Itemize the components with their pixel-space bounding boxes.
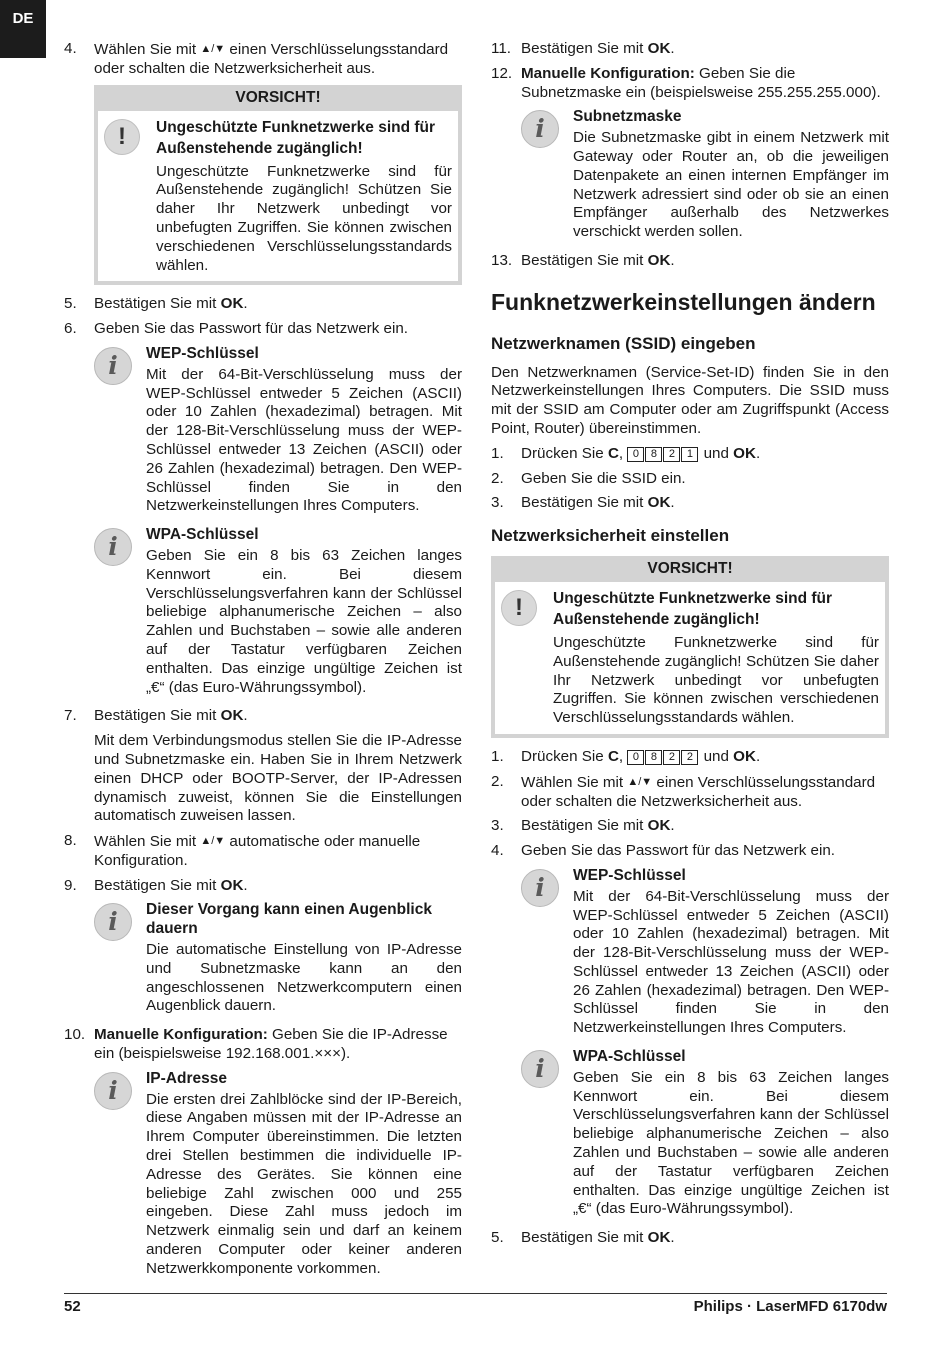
up-down-arrows-icon: ▲/▼	[627, 775, 653, 788]
security-step-3: 3. Bestätigen Sie mit OK.	[491, 817, 675, 835]
up-down-arrows-icon: ▲/▼	[200, 43, 226, 55]
key-1: 1	[681, 447, 698, 462]
warning-icon: !	[104, 119, 140, 155]
warning-box	[491, 556, 889, 738]
note-wep-key: i WEP-Schlüssel Mit der 64-Bit-Verschlüsselung muss der WEP-Schlüssel entweder 5 Zeichen (ASCII) oder 10 Zahlen (hexadezimal) betragen. Mit der 128-Bit-Verschlüsselung muss der WEP-Schlüssel entweder 13 Zeichen (ASCII) oder 26 Zahlen (hexadezimal) betragen. Den WEP-Schlüssel finden Sie in den Netzwerkeinstellungen Ihres Computers.	[94, 345, 462, 516]
note-wep-key: i WEP-Schlüssel Mit der 64-Bit-Verschlüsselung muss der WEP-Schlüssel entweder 5 Zeichen (ASCII) oder 10 Zahlen (hexadezimal) betragen. Mit der 128-Bit-Verschlüsselung muss der WEP-Schlüssel entweder 13 Zeichen (ASCII) oder 26 Zahlen (hexadezimal) betragen. Den WEP-Schlüssel finden Sie in den Netzwerkeinstellungen Ihres Computers.	[521, 867, 889, 1038]
info-icon: i	[521, 869, 559, 907]
product-name: Philips · LaserMFD 6170dw	[693, 1298, 887, 1315]
info-icon: i	[94, 347, 132, 385]
note-subnet-mask: i Subnetzmaske Die Subnetzmaske gibt in einem Netzwerk mit Gateway oder Router an, ob die jeweiligen Datenpakete an einen internen Empfänger im Netzwerk adressiert sind oder ob sie an einen Empfänger außerhalb des Netzwerkes verschickt werden sollen.	[521, 108, 889, 242]
step-9: 9. Bestätigen Sie mit OK.	[64, 876, 248, 894]
security-step-5: 5. Bestätigen Sie mit OK.	[491, 1229, 675, 1247]
warning-box	[94, 85, 462, 286]
warning-text: Ungeschützte Funknetzwerke sind für Außenstehende zugänglich! Schützen Sie daher Ihr Netzwerk unbedingt vor unbefugten Zugriffen. Sie können zwischen verschiedenen Verschlüsselungsstandards wählen.	[156, 162, 452, 274]
info-icon: i	[521, 1050, 559, 1088]
key-0: 0	[627, 447, 644, 462]
subsection-heading-security: Netzwerksicherheit einstellen	[491, 526, 730, 546]
step-8: 8. Wählen Sie mit ▲/▼ automatische oder manuelle Konfiguration.	[64, 832, 421, 869]
page-number: 52	[64, 1298, 81, 1315]
key-2: 2	[681, 750, 698, 765]
key-0: 0	[627, 750, 644, 765]
step-7: 7. Bestätigen Sie mit OK.	[64, 707, 248, 725]
warning-text: Ungeschützte Funknetzwerke sind für Außenstehende zugänglich! Schützen Sie daher Ihr Netzwerk unbedingt vor unbefugten Zugriffen. Sie können zwischen verschiedenen Verschlüsselungsstandards wählen.	[553, 633, 879, 727]
left-column	[64, 40, 462, 1289]
ssid-paragraph: Den Netzwerknamen (Service-Set-ID) finden Sie in den Netzwerkeinstellungen Ihres Computers. Die SSID muss mit der SSID am Computer oder am Zugriffspunkt (Access Point, Router) übereinstimmen.	[491, 363, 889, 437]
info-icon: i	[94, 528, 132, 566]
step-5: 5. Bestätigen Sie mit OK.	[64, 295, 248, 313]
subsection-heading-ssid: Netzwerknamen (SSID) eingeben	[491, 333, 756, 353]
key-8: 8	[645, 447, 662, 462]
security-step-1: 1. Drücken Sie C, 0 8 2 2 und OK.	[491, 747, 761, 765]
up-down-arrows-icon: ▲/▼	[200, 835, 226, 848]
info-icon: i	[94, 903, 132, 941]
step-10: 10. Manuelle Konfiguration: Geben Sie die IP-Adresse ein (beispielsweise 192.168.001.×××).	[64, 1026, 448, 1063]
note-process-duration: i Dieser Vorgang kann einen Augenblick dauern Die automatische Einstellung von IP-Adresse und Subnetzmaske kann an den angeschlossenen Netzwerkcomputern einen Augenblick dauern.	[94, 901, 462, 1016]
info-icon: i	[94, 1072, 132, 1110]
ssid-step-3: 3. Bestätigen Sie mit OK.	[491, 494, 675, 512]
note-wpa-key: i WPA-Schlüssel Geben Sie ein 8 bis 63 Zeichen langes Kennwort ein. Bei diesem Verschlüsselungsverfahren kann der Schlüssel beliebige alphanumerische Zeichen – also Zahlen und Buchstaben – sowie alle anderen auf der Tastatur verfügbaren Zeichen enthalten. Das einzige ungültige Zeichen ist „€“ (das Euro-Währungssymbol).	[94, 526, 462, 697]
key-2: 2	[663, 750, 680, 765]
security-step-4: 4. Geben Sie das Passwort für das Netzwerk ein.	[491, 842, 836, 860]
key-2: 2	[663, 447, 680, 462]
note-ip-address: i IP-Adresse Die ersten drei Zahlblöcke sind der IP-Bereich, diese Angaben müssen mit der IP-Adresse an Ihrem Computer übereinstimmen. Die letzten drei Stellen bestimmen die individuelle IP-Adresse des Gerätes. Sie können eine beliebige Zahl zwischen 000 und 255 eingeben. Diese Zahl muss jedoch im Netzwerk einmalig sein und darf an keinem anderen Computer oder keiner anderen Netzwerkkomponente vorkommen.	[94, 1070, 462, 1279]
ssid-step-2: 2. Geben Sie die SSID ein.	[491, 469, 686, 487]
right-column	[491, 40, 889, 1254]
ssid-step-1: 1. Drücken Sie C, 0 8 2 1 und OK.	[491, 444, 761, 462]
note-wpa-key: i WPA-Schlüssel Geben Sie ein 8 bis 63 Zeichen langes Kennwort ein. Bei diesem Verschlüsselungsverfahren kann der Schlüssel beliebige alphanumerische Zeichen – also Zahlen und Buchstaben – sowie alle anderen auf der Tastatur verfügbaren Zeichen enthalten. Das einzige ungültige Zeichen ist „€“ (das Euro-Währungssymbol).	[521, 1048, 889, 1219]
security-step-2: 2. Wählen Sie mit ▲/▼ einen Verschlüsselungsstandard oder schalten die Netzwerksicherheit aus.	[491, 772, 876, 810]
footer-divider	[64, 1293, 887, 1294]
step-6: 6. Geben Sie das Passwort für das Netzwerk ein.	[64, 320, 409, 338]
language-tab: DE	[0, 0, 46, 58]
step-13: 13. Bestätigen Sie mit OK.	[491, 251, 675, 269]
key-8: 8	[645, 750, 662, 765]
step-4: 4. Wählen Sie mit ▲/▼ einen Verschlüsselungsstandard oder schalten die Netzwerksicherheit aus.	[64, 40, 449, 77]
warning-title: Ungeschützte Funknetzwerke sind für Außenstehende zugänglich!	[156, 118, 436, 157]
warning-title: Ungeschützte Funknetzwerke sind für Außenstehende zugänglich!	[553, 589, 833, 628]
step-12: 12. Manuelle Konfiguration: Geben Sie die Subnetzmaske ein (beispielsweise 255.255.255.000).	[491, 64, 881, 101]
info-icon: i	[521, 110, 559, 148]
warning-heading: VORSICHT!	[235, 88, 321, 106]
section-heading: Funknetzwerkeinstellungen ändern	[491, 288, 876, 315]
connection-mode-paragraph: Mit dem Verbindungsmodus stellen Sie die IP-Adresse und Subnetzmaske ein. Haben Sie in Ihrem Netzwerk einen DHCP oder BOOTP-Server, der IP-Adressen dynamisch zuweist, können Sie die Einstellungen automatisch zuweisen lassen.	[94, 732, 462, 825]
step-11: 11. Bestätigen Sie mit OK.	[491, 40, 675, 57]
warning-icon: !	[501, 590, 537, 626]
warning-heading: VORSICHT!	[647, 559, 733, 577]
